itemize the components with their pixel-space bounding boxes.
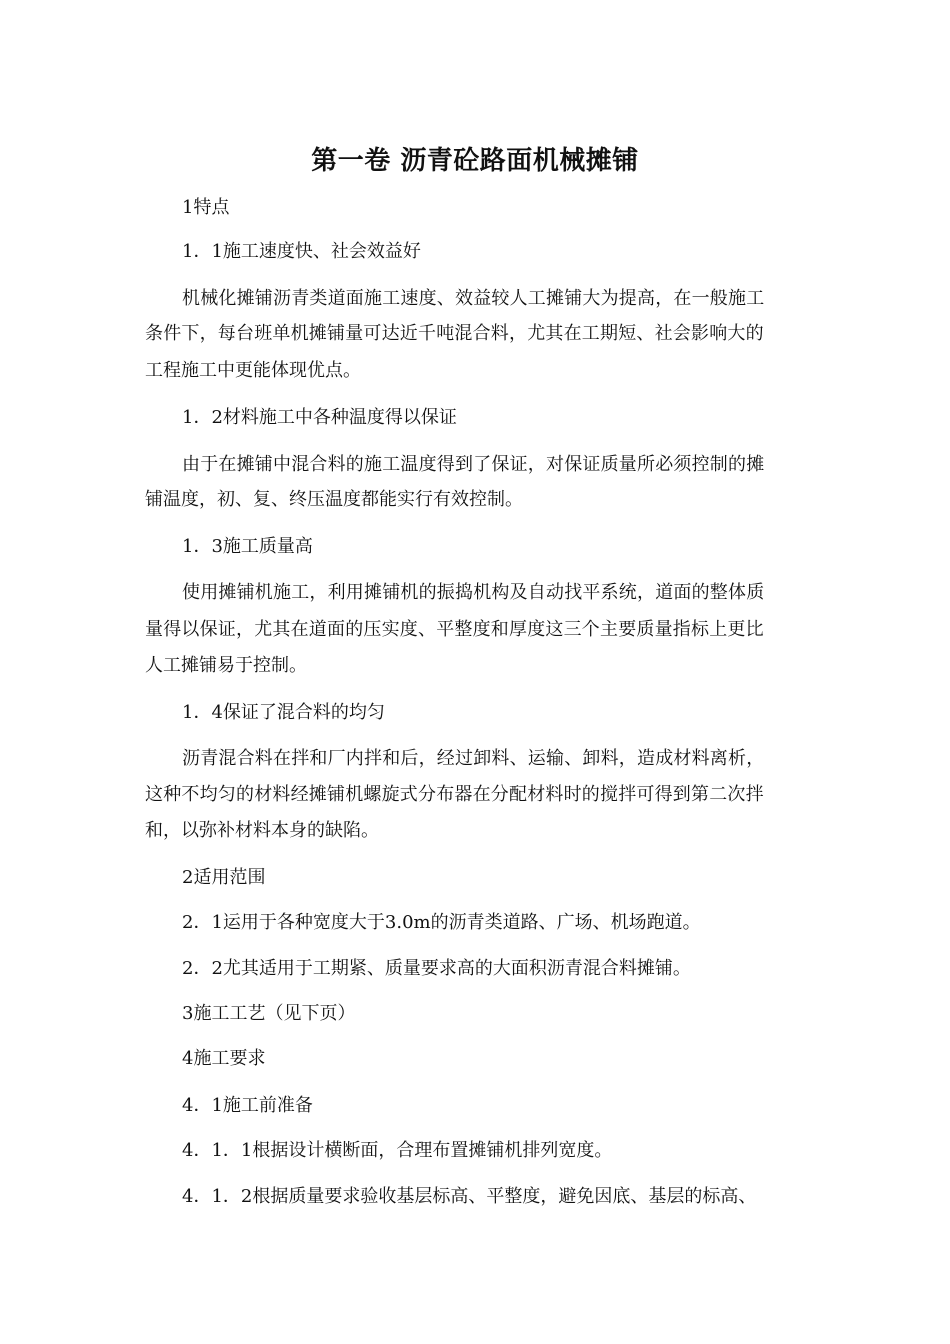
subsection-heading-4-1: 4．1施工前准备	[182, 1095, 313, 1116]
section-heading-4: 4施工要求	[182, 1048, 266, 1069]
paragraph-line: 由于在摊铺中混合料的施工温度得到了保证，对保证质量所必须控制的摊	[182, 454, 765, 475]
section-heading-2: 2适用范围	[182, 867, 266, 888]
section-heading-1: 1特点	[182, 197, 230, 218]
list-item: 2．1运用于各种宽度大于3.0m的沥青类道路、广场、机场跑道。	[182, 912, 701, 933]
section-heading-3: 3施工工艺（见下页）	[182, 1003, 356, 1024]
list-item: 2．2尤其适用于工期紧、质量要求高的大面积沥青混合料摊铺。	[182, 958, 691, 979]
paragraph-line: 人工摊铺易于控制。	[145, 655, 307, 676]
paragraph-line: 铺温度，初、复、终压温度都能实行有效控制。	[145, 489, 523, 510]
subsection-heading-1-3: 1．3施工质量高	[182, 536, 313, 557]
paragraph-line: 和，以弥补材料本身的缺陷。	[145, 820, 379, 841]
subsection-heading-1-4: 1．4保证了混合料的均匀	[182, 702, 385, 723]
paragraph-line: 条件下，每台班单机摊铺量可达近千吨混合料，尤其在工期短、社会影响大的	[145, 323, 764, 344]
paragraph-line: 这种不均匀的材料经摊铺机螺旋式分布器在分配材料时的搅拌可得到第二次拌	[145, 784, 764, 805]
paragraph-line: 量得以保证，尤其在道面的压实度、平整度和厚度这三个主要质量指标上更比	[145, 619, 764, 640]
paragraph-line: 机械化摊铺沥青类道面施工速度、效益较人工摊铺大为提高，在一般施工	[182, 288, 765, 309]
subsection-heading-1-1: 1．1施工速度快、社会效益好	[182, 241, 421, 262]
list-item: 4．1．2根据质量要求验收基层标高、平整度，避免因底、基层的标高、	[182, 1186, 757, 1207]
list-item: 4．1．1根据设计横断面，合理布置摊铺机排列宽度。	[182, 1140, 613, 1161]
paragraph-line: 沥青混合料在拌和厂内拌和后，经过卸料、运输、卸料，造成材料离析，	[182, 748, 765, 769]
paragraph-line: 工程施工中更能体现优点。	[145, 360, 361, 381]
document-title: 第一卷 沥青砼路面机械摊铺	[311, 146, 639, 176]
subsection-heading-1-2: 1．2材料施工中各种温度得以保证	[182, 407, 457, 428]
paragraph-line: 使用摊铺机施工，利用摊铺机的振捣机构及自动找平系统，道面的整体质	[182, 582, 765, 603]
